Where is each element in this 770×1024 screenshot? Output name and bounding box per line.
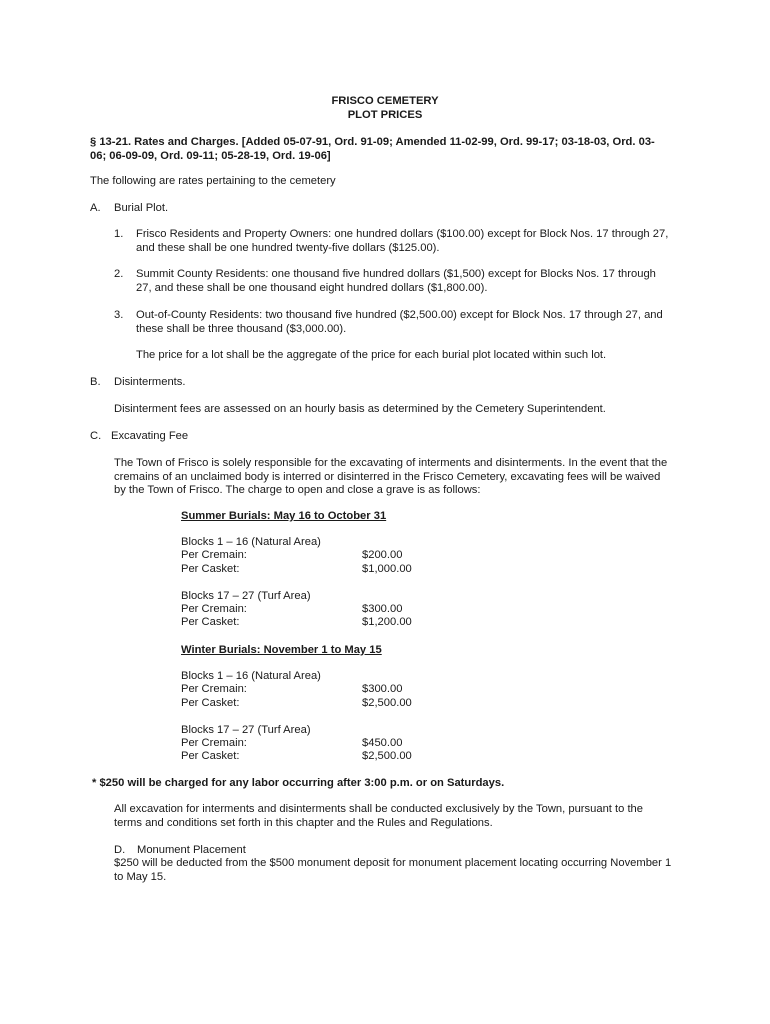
exclusive-excavation-line: All excavation for interments and disinterments shall be conducted exclusively by the Town, pursuant to the [114, 803, 644, 815]
rate-price: $2,500.00 [362, 750, 412, 762]
burial-item-number: 1. [114, 228, 124, 240]
rate-label: Per Casket: [181, 750, 240, 762]
excavating-label: Excavating Fee [111, 430, 189, 442]
burial-item-number: 2. [114, 268, 124, 280]
rate-label: Per Cremain: [181, 549, 247, 561]
rate-price: $200.00 [362, 549, 403, 561]
disinterments-text: Disinterment fees are assessed on an hourly basis as determined by the Cemetery Superintendent. [114, 403, 606, 415]
document-subtitle: PLOT PRICES [347, 109, 423, 121]
excavating-paragraph-line: by the Town of Frisco. The charge to open and close a grave is as follows: [114, 484, 481, 496]
monument-text-line: to May 15. [114, 871, 167, 883]
burial-item-line: these shall be three thousand ($3,000.00). [136, 323, 347, 335]
burial-item-line: Frisco Residents and Property Owners: one hundred dollars ($100.00) except for Block Nos. 17 through 27, [136, 228, 669, 240]
summer-burials-heading: Summer Burials: May 16 to October 31 [181, 510, 387, 522]
burial-item-line: Out-of-County Residents: two thousand five hundred ($2,500.00) except for Block Nos. 17 through 27, and [136, 309, 663, 321]
burial-item-line: Summit County Residents: one thousand five hundred dollars ($1,500) except for Blocks Nos. 17 through [136, 268, 656, 280]
monument-text-line: $250 will be deducted from the $500 monument deposit for monument placement locating occurring November 1 [114, 857, 672, 869]
excavating-paragraph-line: The Town of Frisco is solely responsible for the excavating of interments and disinterments. In the event that the [114, 457, 668, 469]
burial-plot-note: The price for a lot shall be the aggregate of the price for each burial plot located within such lot. [136, 349, 607, 361]
burial-plot-letter: A. [90, 202, 101, 214]
burial-item-line: 27, and these shall be one thousand eight hundred dollars ($1,800.00). [136, 282, 488, 294]
rate-price: $300.00 [362, 603, 403, 615]
rate-label: Per Casket: [181, 616, 240, 628]
intro-text: The following are rates pertaining to the cemetery [90, 175, 336, 187]
rate-price: $1,000.00 [362, 563, 412, 575]
document-title: FRISCO CEMETERY [331, 95, 439, 107]
rate-group-name: Blocks 17 – 27 (Turf Area) [181, 724, 311, 736]
rate-group-name: Blocks 1 – 16 (Natural Area) [181, 536, 321, 548]
excavating-letter: C. [90, 430, 102, 442]
rate-group-name: Blocks 1 – 16 (Natural Area) [181, 670, 321, 682]
burial-plot-label: Burial Plot. [114, 202, 169, 214]
rate-label: Per Cremain: [181, 683, 247, 695]
rate-label: Per Casket: [181, 563, 240, 575]
rate-label: Per Cremain: [181, 603, 247, 615]
monument-label: Monument Placement [137, 844, 246, 856]
excavating-paragraph-line: cremains of an unclaimed body is interred or disinterred in the Frisco Cemetery, excavating fees will be waived [114, 471, 661, 483]
section-heading-line1: § 13-21. Rates and Charges. [Added 05-07-91, Ord. 91-09; Amended 11-02-99, Ord. 99-17; 03-18-03, Ord. 03- [90, 136, 655, 148]
monument-letter: D. [114, 844, 126, 856]
rate-price: $300.00 [362, 683, 403, 695]
rate-price: $2,500.00 [362, 697, 412, 709]
rate-price: $1,200.00 [362, 616, 412, 628]
rate-group-name: Blocks 17 – 27 (Turf Area) [181, 590, 311, 602]
rate-label: Per Casket: [181, 697, 240, 709]
labor-charge-note: * $250 will be charged for any labor occurring after 3:00 p.m. or on Saturdays. [92, 777, 505, 789]
burial-item-number: 3. [114, 309, 124, 321]
disinterments-letter: B. [90, 376, 101, 388]
burial-item-line: and these shall be one hundred twenty-five dollars ($125.00). [136, 242, 440, 254]
rate-label: Per Cremain: [181, 737, 247, 749]
section-heading-line2: 06; 06-09-09, Ord. 09-11; 05-28-19, Ord. 19-06] [90, 150, 331, 162]
disinterments-label: Disinterments. [114, 376, 186, 388]
exclusive-excavation-line: terms and conditions set forth in this chapter and the Rules and Regulations. [114, 817, 493, 829]
rate-price: $450.00 [362, 737, 403, 749]
winter-burials-heading: Winter Burials: November 1 to May 15 [181, 644, 382, 656]
